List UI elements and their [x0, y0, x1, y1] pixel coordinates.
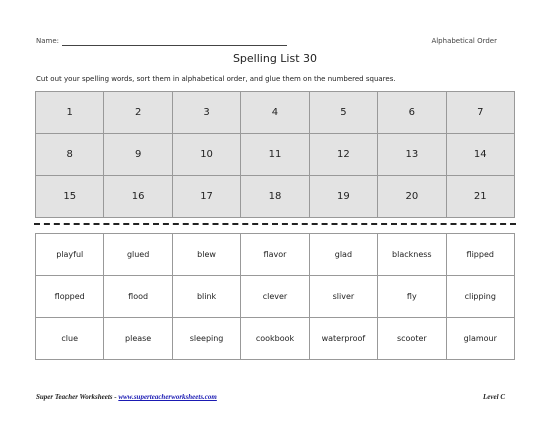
page-title: Spelling List 30	[232, 52, 318, 65]
number-square: 16	[104, 176, 172, 218]
number-square: 12	[309, 134, 377, 176]
worksheet-header	[36, 37, 499, 49]
word-card: sleeping	[172, 318, 240, 360]
cut-line	[34, 223, 516, 225]
word-card: glued	[104, 234, 172, 276]
number-square: 21	[446, 176, 514, 218]
number-square: 10	[172, 134, 240, 176]
number-row	[36, 134, 515, 176]
number-square: 15	[36, 176, 104, 218]
word-card: blew	[172, 234, 240, 276]
word-row	[36, 234, 515, 276]
word-card: clue	[36, 318, 104, 360]
number-square: 7	[446, 92, 514, 134]
instructions: Cut out your spelling words, sort them in alphabetical order, and glue them on the numbered squares.	[36, 75, 396, 83]
spelling-words-grid	[35, 233, 515, 360]
word-card: blackness	[378, 234, 446, 276]
word-card: waterproof	[309, 318, 377, 360]
word-card: glad	[309, 234, 377, 276]
number-square: 20	[378, 176, 446, 218]
word-card: flood	[104, 276, 172, 318]
number-square: 8	[36, 134, 104, 176]
footer-site-link[interactable]: www.superteacherworksheets.com	[118, 393, 217, 401]
word-card: flipped	[446, 234, 514, 276]
number-square: 19	[309, 176, 377, 218]
number-square: 2	[104, 92, 172, 134]
word-card: sliver	[309, 276, 377, 318]
word-card: clipping	[446, 276, 514, 318]
word-card: glamour	[446, 318, 514, 360]
number-row	[36, 92, 515, 134]
number-square: 3	[172, 92, 240, 134]
footer-credit	[36, 393, 217, 401]
name-blank-line	[62, 45, 287, 46]
number-square: 1	[36, 92, 104, 134]
word-card: clever	[241, 276, 309, 318]
word-card: scooter	[378, 318, 446, 360]
number-square: 11	[241, 134, 309, 176]
word-card: fly	[378, 276, 446, 318]
numbered-squares-grid	[35, 91, 515, 218]
number-square: 9	[104, 134, 172, 176]
word-card: blink	[172, 276, 240, 318]
name-label: Name:	[36, 37, 60, 45]
word-card: cookbook	[241, 318, 309, 360]
number-square: 14	[446, 134, 514, 176]
worksheet-type: Alphabetical Order	[431, 37, 497, 45]
word-card: flavor	[241, 234, 309, 276]
word-row	[36, 318, 515, 360]
word-row	[36, 276, 515, 318]
word-card: playful	[36, 234, 104, 276]
footer-site-name: Super Teacher Worksheets -	[36, 393, 119, 401]
number-square: 6	[378, 92, 446, 134]
word-card: please	[104, 318, 172, 360]
number-row	[36, 176, 515, 218]
word-card: flopped	[36, 276, 104, 318]
number-square: 5	[309, 92, 377, 134]
footer-level: Level C	[483, 393, 505, 401]
number-square: 17	[172, 176, 240, 218]
number-square: 18	[241, 176, 309, 218]
number-square: 4	[241, 92, 309, 134]
number-square: 13	[378, 134, 446, 176]
